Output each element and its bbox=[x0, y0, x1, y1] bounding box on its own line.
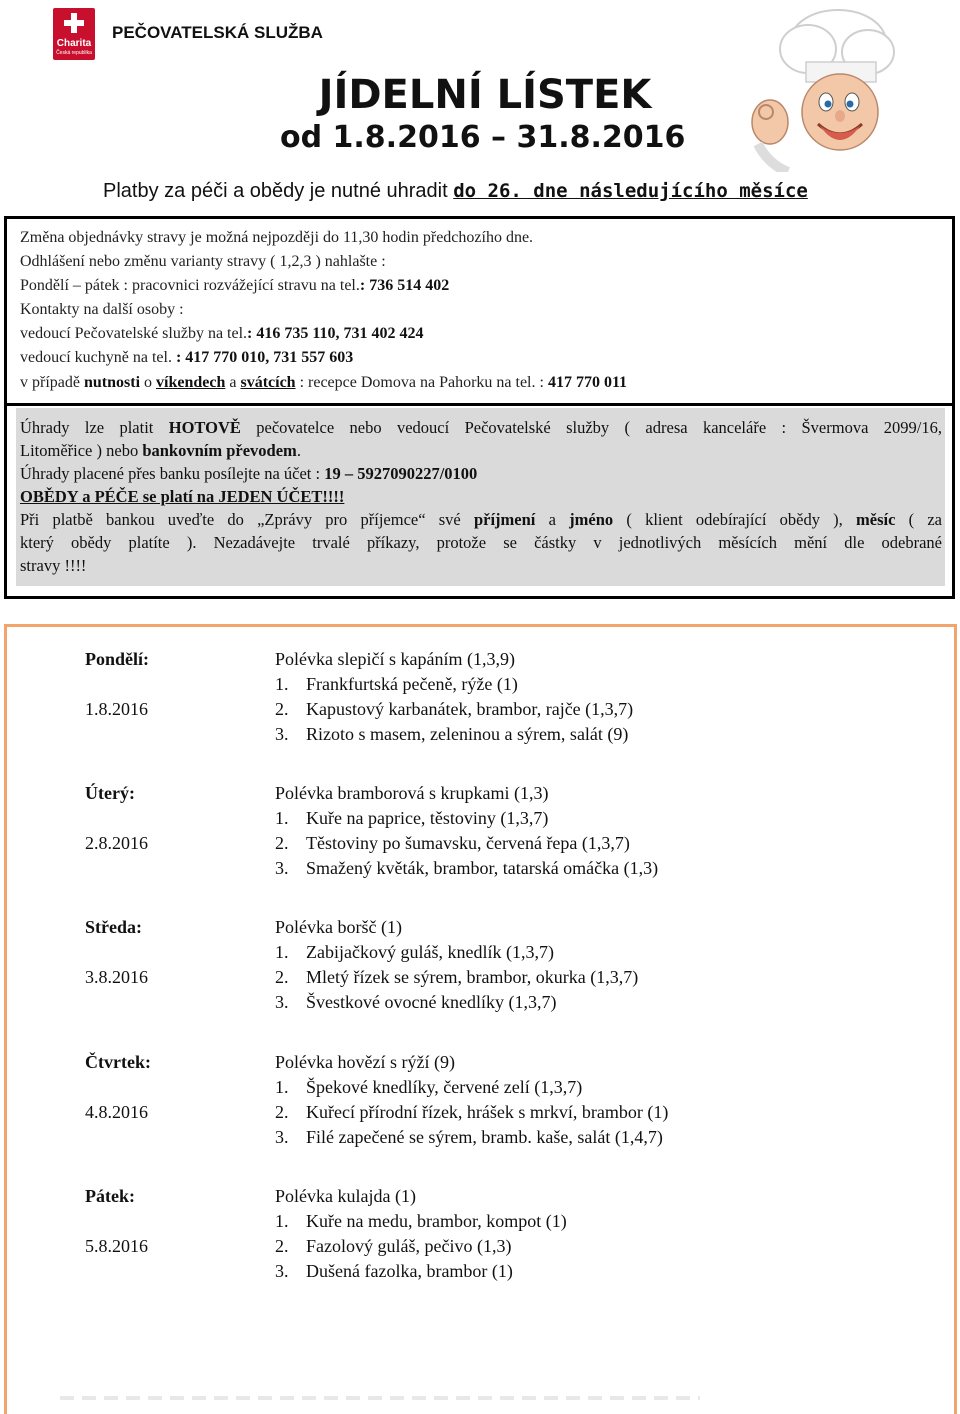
payment-line-5-c: a bbox=[535, 510, 570, 529]
menu-day-name: Úterý: bbox=[85, 783, 135, 803]
info-line-1: Změna objednávky stravy je možná nejpozději do 11,30 hodin předchozího dne. bbox=[20, 229, 534, 246]
menu-item bbox=[275, 806, 548, 830]
payment-line-1-a: Úhrady lze platit bbox=[20, 418, 169, 437]
menu-item-text: Špekové knedlíky, červené zelí (1,3,7) bbox=[306, 1077, 583, 1097]
menu-item-number: 2. bbox=[275, 967, 289, 987]
info-line-7-b: nutnosti bbox=[83, 374, 141, 391]
menu-item-text: Filé zapečené se sýrem, bramb. kaše, salát (1,4,7) bbox=[306, 1127, 663, 1147]
payment-prefix: Platby za péči a obědy je nutné uhradit bbox=[103, 180, 454, 202]
info-line-7-a: v případě bbox=[20, 374, 84, 391]
menu-item-number: 3. bbox=[275, 992, 289, 1012]
charita-logo bbox=[53, 8, 95, 60]
payment-line-5 bbox=[20, 508, 942, 531]
payment-line-4 bbox=[20, 485, 942, 508]
menu-soup: Polévka bramborová s krupkami (1,3) bbox=[275, 783, 549, 803]
payment-deadline-line bbox=[103, 178, 808, 204]
menu-item-number: 3. bbox=[275, 1127, 289, 1147]
menu-item-text: Kuře na medu, brambor, kompot (1) bbox=[306, 1211, 567, 1231]
menu-soup: Polévka slepičí s kapáním (1,3,9) bbox=[275, 649, 515, 669]
info-line-7-d: víkendech bbox=[156, 374, 226, 391]
payment-line-5-b: příjmení bbox=[473, 510, 536, 529]
menu-date-range: od 1.8.2016 – 31.8.2016 bbox=[280, 120, 686, 155]
payment-deadline: do 26. dne následujícího měsíce bbox=[453, 180, 808, 202]
payment-line-1 bbox=[20, 416, 942, 439]
payment-line-2-b: bankovním převodem bbox=[142, 441, 297, 460]
payment-line-5-g: ( za bbox=[895, 510, 942, 529]
menu-item-text: Zabijačkový guláš, knedlík (1,3,7) bbox=[306, 942, 554, 962]
menu-item-text: Kuřecí přírodní řízek, hrášek s mrkví, brambor (1) bbox=[306, 1102, 669, 1122]
logo-text: Charita bbox=[56, 38, 92, 49]
info-line-3-text: Pondělí – pátek : pracovnici rozvážející stravu na tel. bbox=[20, 277, 360, 294]
payment-line-5-d: jméno bbox=[569, 510, 614, 529]
payment-line-5-f: měsíc bbox=[856, 510, 896, 529]
payment-line-3 bbox=[20, 462, 942, 485]
menu-day-date: 2.8.2016 bbox=[85, 833, 148, 853]
menu-soup: Polévka kulajda (1) bbox=[275, 1186, 416, 1206]
payment-line-7: stravy !!!! bbox=[20, 556, 87, 575]
menu-item-text: Švestkové ovocné knedlíky (1,3,7) bbox=[306, 992, 557, 1012]
payment-line-3-a: Úhrady placené přes banku posílejte na účet : bbox=[20, 464, 325, 483]
menu-item-text: Mletý řízek se sýrem, brambor, okurka (1,3,7) bbox=[306, 967, 639, 987]
menu-item-text: Smažený květák, brambor, tatarská omáčka (1,3) bbox=[306, 858, 659, 878]
info-line-6 bbox=[20, 348, 353, 368]
menu-item-number: 2. bbox=[275, 833, 289, 853]
menu-day-name: Pondělí: bbox=[85, 649, 150, 669]
menu-item-number: 2. bbox=[275, 699, 289, 719]
menu-item-text: Rizoto s masem, zeleninou a sýrem, salát (9) bbox=[306, 724, 629, 744]
info-box-divider bbox=[4, 403, 955, 406]
menu-item bbox=[275, 940, 554, 964]
logo-subtext: Česká republika bbox=[56, 50, 92, 56]
bottom-strip bbox=[60, 1396, 700, 1400]
reception-phone: 417 770 011 bbox=[547, 374, 628, 391]
info-line-7-e: a bbox=[225, 374, 241, 391]
info-line-5 bbox=[20, 324, 424, 344]
info-line-7 bbox=[20, 373, 627, 393]
payment-line-2-a: Litoměřice ) nebo bbox=[20, 441, 143, 460]
info-line-2: Odhlášení nebo změnu varianty stravy ( 1,2,3 ) nahlašte : bbox=[20, 253, 386, 270]
payment-line-2-c: . bbox=[296, 441, 301, 460]
menu-item bbox=[275, 722, 628, 746]
menu-item bbox=[275, 1100, 668, 1124]
menu-item-number: 1. bbox=[275, 674, 289, 694]
menu-item bbox=[275, 990, 556, 1014]
menu-item bbox=[275, 1075, 582, 1099]
menu-item-number: 2. bbox=[275, 1236, 289, 1256]
payment-line-1-b: HOTOVĚ bbox=[168, 418, 241, 437]
menu-item bbox=[275, 965, 638, 989]
menu-item bbox=[275, 831, 630, 855]
menu-item-number: 2. bbox=[275, 1102, 289, 1122]
info-line-4: Kontakty na další osoby : bbox=[20, 301, 184, 318]
menu-soup: Polévka boršč (1) bbox=[275, 917, 402, 937]
menu-item bbox=[275, 697, 633, 721]
info-line-7-g: : recepce Domova na Pahorku na tel. : bbox=[295, 374, 548, 391]
menu-day-date: 5.8.2016 bbox=[85, 1236, 148, 1256]
menu-day-name: Pátek: bbox=[85, 1186, 135, 1206]
menu-soup: Polévka hovězí s rýží (9) bbox=[275, 1052, 455, 1072]
info-line-3 bbox=[20, 276, 449, 296]
menu-item-number: 1. bbox=[275, 1077, 289, 1097]
menu-item bbox=[275, 1209, 567, 1233]
driver-phone: : 736 514 402 bbox=[359, 277, 450, 294]
kitchen-phone: : 417 770 010, 731 557 603 bbox=[171, 349, 354, 366]
manager-phone: : 416 735 110, 731 402 424 bbox=[247, 325, 424, 342]
menu-item-text: Dušená fazolka, brambor (1) bbox=[306, 1261, 513, 1281]
info-line-5-text: vedoucí Pečovatelské služby na tel. bbox=[20, 325, 248, 342]
payment-line-5-e: ( klient odebírající obědy ), bbox=[613, 510, 857, 529]
menu-item-number: 3. bbox=[275, 858, 289, 878]
bank-account: 19 – 5927090227/0100 bbox=[324, 464, 478, 483]
menu-day-name: Čtvrtek: bbox=[85, 1052, 151, 1072]
info-line-7-c: o bbox=[140, 374, 157, 391]
menu-item-text: Fazolový guláš, pečivo (1,3) bbox=[306, 1236, 512, 1256]
menu-item-text: Kuře na paprice, těstoviny (1,3,7) bbox=[306, 808, 549, 828]
menu-item-number: 3. bbox=[275, 724, 289, 744]
menu-item-number: 1. bbox=[275, 808, 289, 828]
payment-line-4-text: OBĚDY a PÉČE se platí na JEDEN ÚČET!!!! bbox=[20, 487, 345, 506]
menu-item-text: Těstoviny po šumavsku, červená řepa (1,3,7) bbox=[306, 833, 630, 853]
info-line-7-f: svátcích bbox=[240, 374, 296, 391]
menu-day-date: 3.8.2016 bbox=[85, 967, 148, 987]
menu-item bbox=[275, 672, 518, 696]
menu-item-number: 1. bbox=[275, 1211, 289, 1231]
menu-item bbox=[275, 1125, 663, 1149]
menu-item bbox=[275, 1259, 513, 1283]
menu-item-number: 1. bbox=[275, 942, 289, 962]
menu-item bbox=[275, 856, 658, 880]
payment-line-1-c: pečovatelce nebo vedoucí Pečovatelské služby ( adresa kanceláře : Švermova 2099/16, bbox=[240, 418, 942, 437]
payment-line-5-a: Při platbě bankou uveďte do „Zprávy pro příjemce“ své bbox=[20, 510, 474, 529]
menu-day-date: 4.8.2016 bbox=[85, 1102, 148, 1122]
menu-item-number: 3. bbox=[275, 1261, 289, 1281]
menu-item-text: Frankfurtská pečeně, rýže (1) bbox=[306, 674, 518, 694]
page-title: JÍDELNÍ LÍSTEK bbox=[318, 72, 652, 118]
menu-day-name: Středa: bbox=[85, 917, 142, 937]
cross-icon bbox=[64, 13, 84, 33]
menu-item bbox=[275, 1234, 511, 1258]
payment-line-2 bbox=[20, 439, 942, 462]
payment-line-6: který obědy platíte ). Nezadávejte trvalé příkazy, protože se částky v jednotlivých měsících mění dle odebrané bbox=[20, 533, 942, 552]
info-line-6-text: vedoucí kuchyně na tel. bbox=[20, 349, 172, 366]
organization-name: PEČOVATELSKÁ SLUŽBA bbox=[112, 23, 323, 42]
menu-day-date: 1.8.2016 bbox=[85, 699, 148, 719]
menu-item-text: Kapustový karbanátek, brambor, rajče (1,3,7) bbox=[306, 699, 634, 719]
